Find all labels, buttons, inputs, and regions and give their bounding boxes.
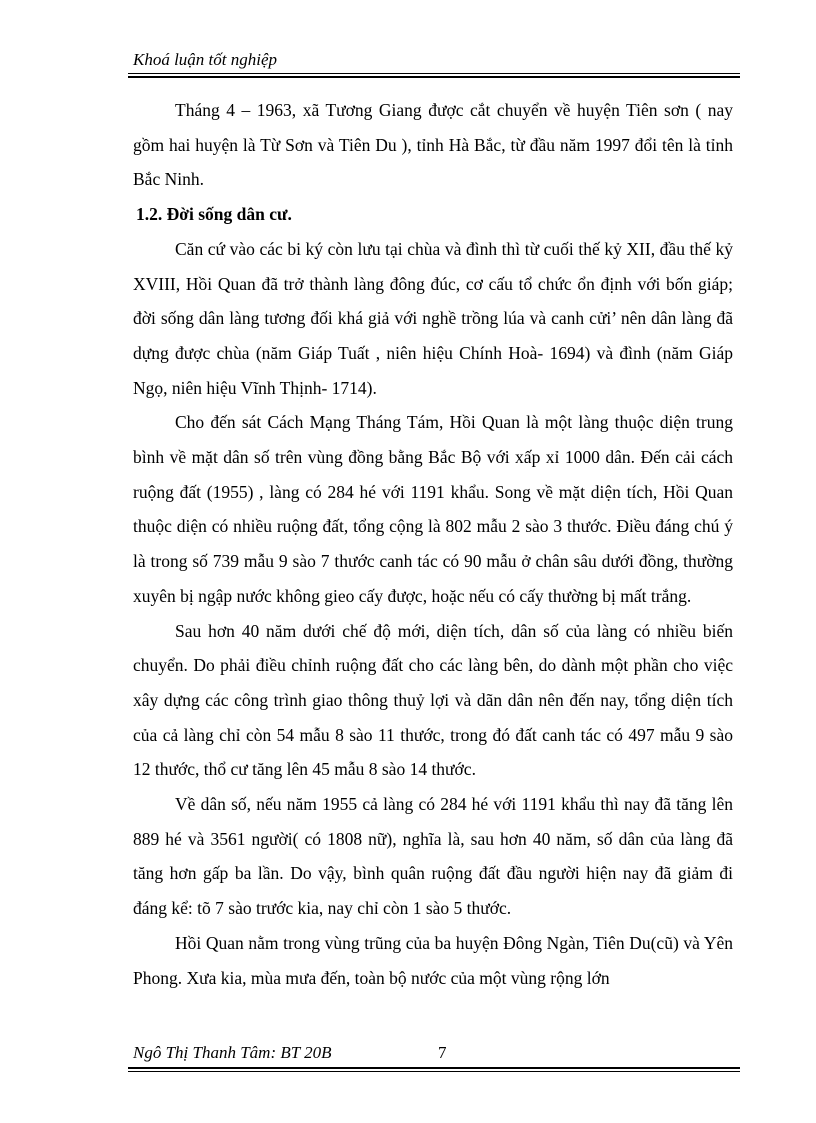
- running-header: Khoá luận tốt nghiệp: [133, 50, 278, 69]
- paragraph: Hồi Quan nằm trong vùng trũng của ba huyện Đông Ngàn, Tiên Du(cũ) và Yên Phong. Xưa kia, mùa mưa đến, toàn bộ nước của một vùng rộng lớn: [133, 932, 733, 988]
- page-number: 7: [438, 1043, 447, 1062]
- footer-author: Ngô Thị Thanh Tâm: BT 20B: [133, 1043, 332, 1062]
- page-body: [133, 93, 733, 995]
- footer-rule-thick: [128, 1067, 740, 1069]
- paragraph: Căn cứ vào các bi ký còn lưu tại chùa và đình thì từ cuối thế kỷ XII, đầu thế kỷ XVIII, Hồi Quan đã trở thành làng đông đúc, cơ cấu tổ chức ổn định với bốn giáp; đời sống dân làng tương đối khá giả với nghề trồng lúa và canh cửi’ nên dân làng đã dựng được chùa (năm Giáp Tuất , niên hiệu Chính Hoà- 1694) và đình (năm Giáp Ngọ, niên hiệu Vĩnh Thịnh- 1714).: [133, 238, 733, 398]
- header-rule-thin: [128, 73, 740, 74]
- paragraph: Về dân số, nếu năm 1955 cả làng có 284 hé với 1191 khẩu thì nay đã tăng lên 889 hé và 3561 người( có 1808 nữ), nghĩa là, sau hơn 40 năm, số dân của làng đã tăng hơn gấp ba lần. Do vậy, bình quân ruộng đất đầu người hiện nay đã giảm đi đáng kể: tõ 7 sào trước kia, nay chỉ còn 1 sào 5 thước.: [133, 794, 733, 919]
- paragraph: Cho đến sát Cách Mạng Tháng Tám, Hồi Quan là một làng thuộc diện trung bình về mặt dân số trên vùng đồng bằng Bắc Bộ với xấp xỉ 1000 dân. Đến cải cách ruộng đất (1955) , làng có 284 hé với 1191 khẩu. Song về mặt diện tích, Hồi Quan thuộc diện có nhiều ruộng đất, tổng cộng là 802 mẫu 2 sào 3 thước. Điều đáng chú ý là trong số 739 mẫu 9 sào 7 thước canh tác có 90 mẫu ở chân sâu dưới đồng, thường xuyên bị ngập nước không gieo cấy được, hoặc nếu có cấy thường bị mất trắng.: [133, 412, 733, 606]
- section-heading: 1.2. Đời sống dân cư.: [136, 204, 292, 225]
- paragraph: Sau hơn 40 năm dưới chế độ mới, diện tích, dân số của làng có nhiều biến chuyển. Do phải điều chỉnh ruộng đất cho các làng bên, do dành một phần cho việc xây dựng các công trình giao thông thuỷ lợi và dãn dân nên đến nay, tổng diện tích của cả làng chỉ còn 54 mẫu 8 sào 11 thước, trong đó đất canh tác có 497 mẫu 9 sào 12 thước, thổ cư tăng lên 45 mẫu 8 sào 14 thước.: [133, 620, 733, 780]
- paragraph: Tháng 4 – 1963, xã Tương Giang được cắt chuyển về huyện Tiên sơn ( nay gồm hai huyện là Từ Sơn và Tiên Du ), tỉnh Hà Bắc, từ đầu năm 1997 đổi tên là tỉnh Bắc Ninh.: [133, 100, 733, 190]
- header-rule-thick: [128, 76, 740, 78]
- footer-rule-thin: [128, 1071, 740, 1072]
